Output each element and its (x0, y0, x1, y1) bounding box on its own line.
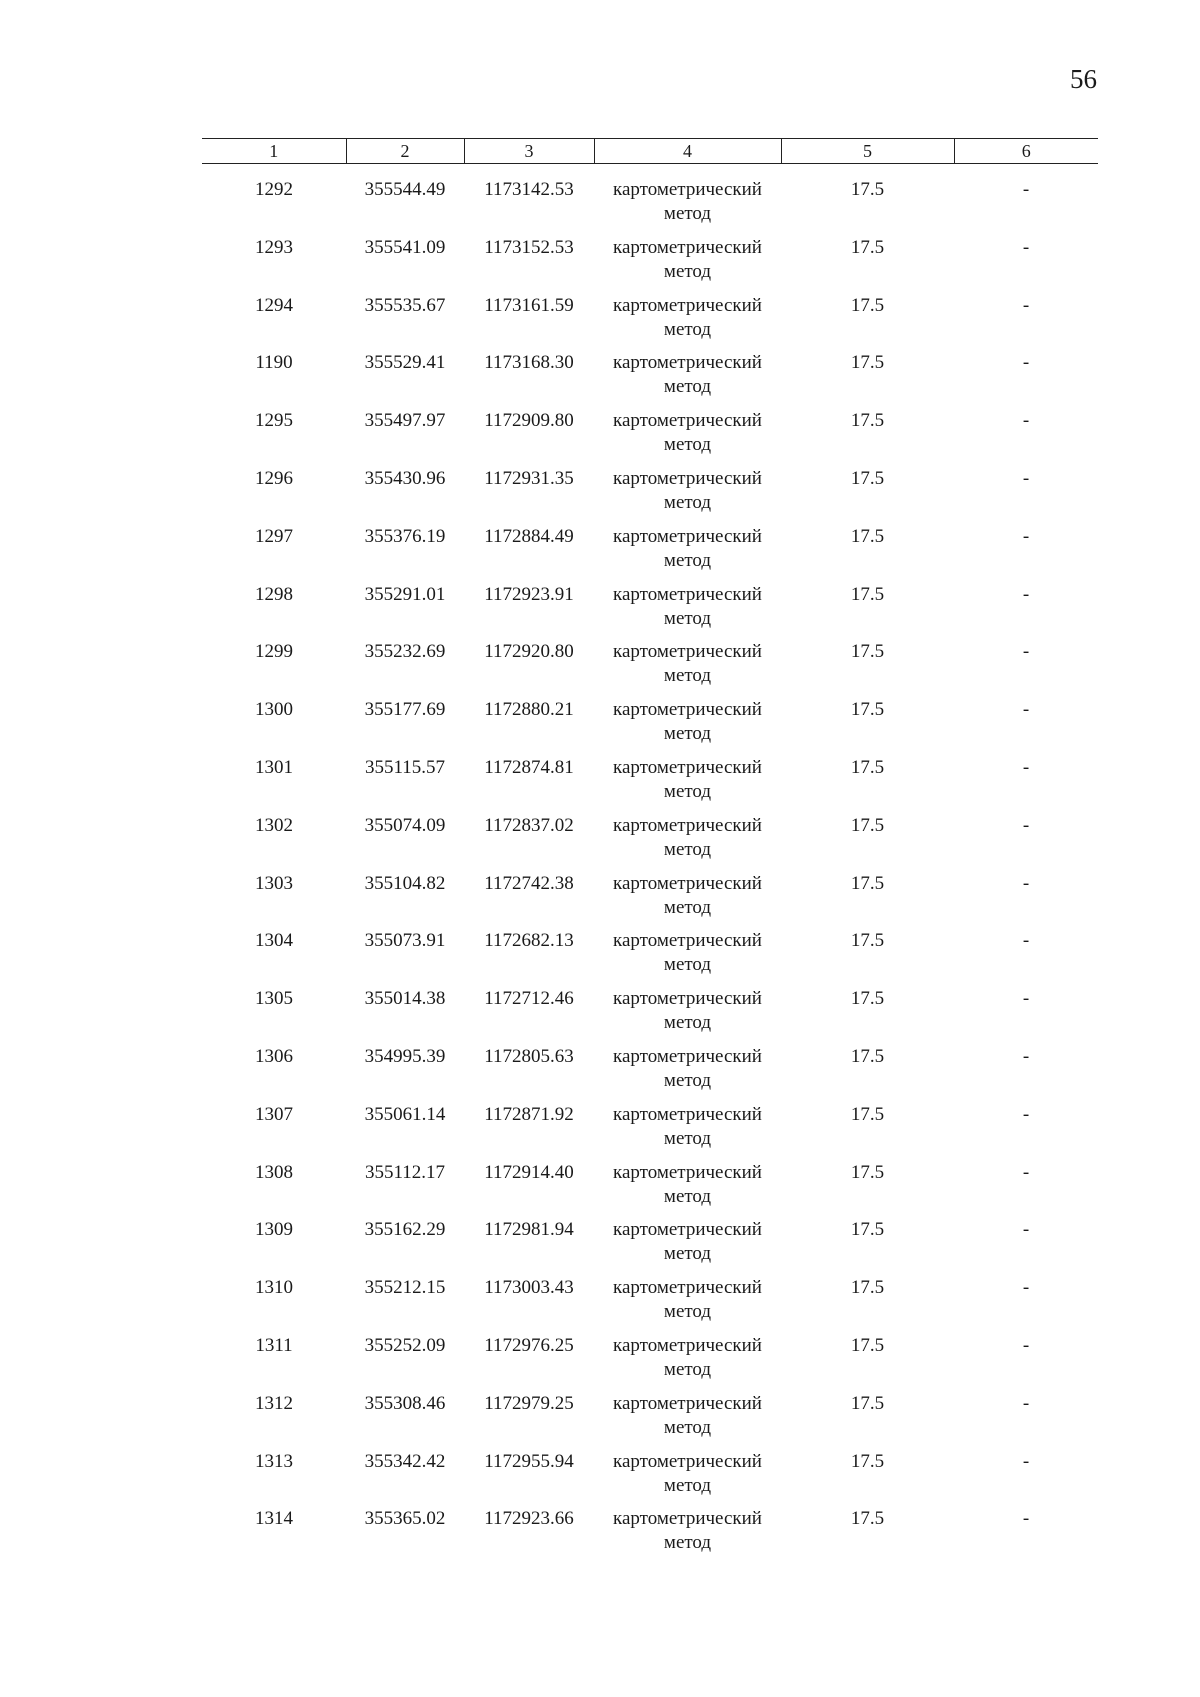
y-coordinate-cell: 1172682.13 (484, 930, 574, 952)
description-cell: - (1022, 294, 1030, 316)
column-header-2: 2 (346, 139, 464, 164)
table-row (202, 1103, 1098, 1161)
point-number-cell: 1306 (255, 1045, 293, 1067)
y-coordinate-cell: 1172880.21 (484, 699, 574, 721)
method-line-2: метод (663, 549, 712, 571)
method-line-2: метод (663, 896, 712, 918)
method-line-1: картометрический (613, 410, 762, 432)
table-body (202, 164, 1098, 1566)
method-cell (594, 583, 781, 641)
method-line-1: картометрический (613, 525, 762, 547)
method-line-2: метод (663, 1127, 712, 1149)
point-number-cell: 1297 (255, 525, 293, 547)
accuracy-cell: 17.5 (850, 179, 885, 200)
description-cell: - (1022, 1219, 1030, 1241)
description-cell: - (1022, 1045, 1030, 1067)
description-cell: - (1022, 352, 1030, 374)
table-row (202, 929, 1098, 987)
description-cell: - (1022, 1450, 1030, 1472)
column-header-6: 6 (954, 139, 1098, 164)
y-coordinate-cell: 1172931.35 (484, 467, 574, 489)
column-header-1: 1 (202, 139, 346, 164)
method-line-2: метод (663, 318, 712, 340)
accuracy-cell: 17.5 (850, 1277, 885, 1299)
point-number-cell: 1296 (255, 467, 293, 489)
header-row (202, 139, 1098, 164)
accuracy-cell: 17.5 (850, 467, 885, 489)
method-cell (594, 1450, 781, 1508)
y-coordinate-cell: 1172871.92 (484, 1103, 574, 1125)
method-cell (594, 351, 781, 409)
description-cell: - (1022, 410, 1030, 432)
method-cell (594, 1103, 781, 1161)
method-line-2: метод (663, 1474, 712, 1496)
x-coordinate-cell: 355073.91 (364, 930, 446, 952)
method-cell (594, 1218, 781, 1276)
method-line-1: картометрический (613, 1277, 762, 1299)
x-coordinate-cell: 355115.57 (364, 756, 446, 778)
accuracy-cell: 17.5 (850, 352, 885, 374)
y-coordinate-cell: 1172920.80 (484, 641, 574, 663)
x-coordinate-cell: 355291.01 (364, 583, 446, 605)
point-number-cell: 1314 (255, 1508, 293, 1530)
accuracy-cell: 17.5 (850, 872, 885, 894)
y-coordinate-cell: 1172742.38 (484, 872, 574, 894)
method-line-1: картометрический (613, 179, 762, 200)
method-cell (594, 872, 781, 930)
accuracy-cell: 17.5 (850, 410, 885, 432)
method-line-1: картометрический (613, 756, 762, 778)
method-cell (594, 467, 781, 525)
method-line-2: метод (663, 665, 712, 687)
method-cell (594, 164, 781, 236)
y-coordinate-cell: 1173168.30 (484, 352, 574, 374)
method-cell (594, 698, 781, 756)
method-line-1: картометрический (613, 583, 762, 605)
point-number-cell: 1304 (255, 930, 293, 952)
coordinates-table-wrapper (202, 138, 1098, 1565)
table-row (202, 987, 1098, 1045)
y-coordinate-cell: 1172923.66 (484, 1508, 574, 1530)
y-coordinate-cell: 1172884.49 (484, 525, 574, 547)
method-line-1: картометрический (613, 467, 762, 489)
x-coordinate-cell: 355061.14 (364, 1103, 446, 1125)
accuracy-cell: 17.5 (850, 1508, 885, 1530)
accuracy-cell: 17.5 (850, 641, 885, 663)
description-cell: - (1022, 988, 1030, 1010)
method-cell (594, 987, 781, 1045)
x-coordinate-cell: 355014.38 (364, 988, 446, 1010)
method-line-2: метод (663, 1301, 712, 1323)
x-coordinate-cell: 355365.02 (364, 1508, 446, 1530)
method-line-2: метод (663, 434, 712, 456)
y-coordinate-cell: 1172955.94 (484, 1450, 574, 1472)
accuracy-cell: 17.5 (850, 1219, 885, 1241)
method-line-1: картометрический (613, 930, 762, 952)
table-row (202, 1450, 1098, 1508)
method-line-1: картометрический (613, 814, 762, 836)
x-coordinate-cell: 355342.42 (364, 1450, 446, 1472)
y-coordinate-cell: 1172923.91 (484, 583, 574, 605)
accuracy-cell: 17.5 (850, 1045, 885, 1067)
method-line-2: метод (663, 1012, 712, 1034)
table-row (202, 467, 1098, 525)
point-number-cell: 1190 (255, 352, 293, 374)
description-cell: - (1022, 1277, 1030, 1299)
x-coordinate-cell: 355212.15 (364, 1277, 446, 1299)
point-number-cell: 1299 (255, 641, 293, 663)
x-coordinate-cell: 355529.41 (364, 352, 446, 374)
point-number-cell: 1305 (255, 988, 293, 1010)
y-coordinate-cell: 1172712.46 (484, 988, 574, 1010)
point-number-cell: 1295 (255, 410, 293, 432)
method-line-2: метод (663, 491, 712, 513)
method-line-2: метод (663, 1416, 712, 1438)
method-line-2: метод (663, 376, 712, 398)
accuracy-cell: 17.5 (850, 699, 885, 721)
description-cell: - (1022, 641, 1030, 663)
table-row (202, 872, 1098, 930)
method-cell (594, 1161, 781, 1219)
y-coordinate-cell: 1172909.80 (484, 410, 574, 432)
method-cell (594, 1392, 781, 1450)
column-header-3: 3 (464, 139, 594, 164)
description-cell: - (1022, 930, 1030, 952)
description-cell: - (1022, 236, 1030, 258)
accuracy-cell: 17.5 (850, 1103, 885, 1125)
method-cell (594, 756, 781, 814)
method-line-2: метод (663, 1532, 712, 1554)
table-row (202, 640, 1098, 698)
description-cell: - (1022, 756, 1030, 778)
method-line-1: картометрический (613, 641, 762, 663)
method-line-2: метод (663, 260, 712, 282)
accuracy-cell: 17.5 (850, 583, 885, 605)
method-line-1: картометрический (613, 236, 762, 258)
accuracy-cell: 17.5 (850, 1392, 885, 1414)
method-cell (594, 1507, 781, 1565)
method-line-2: метод (663, 723, 712, 745)
description-cell: - (1022, 467, 1030, 489)
method-line-2: метод (663, 607, 712, 629)
method-cell (594, 1334, 781, 1392)
accuracy-cell: 17.5 (850, 236, 885, 258)
table-row (202, 583, 1098, 641)
x-coordinate-cell: 355104.82 (364, 872, 446, 894)
method-cell (594, 294, 781, 352)
accuracy-cell: 17.5 (850, 525, 885, 547)
y-coordinate-cell: 1172979.25 (484, 1392, 574, 1414)
point-number-cell: 1300 (255, 699, 293, 721)
method-line-1: картометрический (613, 699, 762, 721)
x-coordinate-cell: 355162.29 (364, 1219, 446, 1241)
method-line-1: картометрический (613, 872, 762, 894)
y-coordinate-cell: 1172914.40 (484, 1161, 574, 1183)
coordinates-table (202, 138, 1098, 1565)
accuracy-cell: 17.5 (850, 1334, 885, 1356)
method-cell (594, 640, 781, 698)
description-cell: - (1022, 1334, 1030, 1356)
method-line-2: метод (663, 203, 712, 224)
y-coordinate-cell: 1172976.25 (484, 1334, 574, 1356)
method-line-1: картометрический (613, 1161, 762, 1183)
table-row (202, 1392, 1098, 1450)
method-line-2: метод (663, 954, 712, 976)
point-number-cell: 1310 (255, 1277, 293, 1299)
y-coordinate-cell: 1173142.53 (484, 179, 574, 200)
point-number-cell: 1309 (255, 1219, 293, 1241)
description-cell: - (1022, 1161, 1030, 1183)
page-number: 56 (1070, 64, 1097, 94)
x-coordinate-cell: 355376.19 (364, 525, 446, 547)
description-cell: - (1022, 699, 1030, 721)
table-row (202, 698, 1098, 756)
description-cell: - (1022, 525, 1030, 547)
column-header-5: 5 (781, 139, 954, 164)
x-coordinate-cell: 355430.96 (364, 467, 446, 489)
method-cell (594, 814, 781, 872)
table-row (202, 814, 1098, 872)
method-line-2: метод (663, 838, 712, 860)
table-row (202, 236, 1098, 294)
description-cell: - (1022, 1508, 1030, 1530)
accuracy-cell: 17.5 (850, 930, 885, 952)
table-row (202, 1161, 1098, 1219)
y-coordinate-cell: 1173161.59 (484, 294, 574, 316)
method-cell (594, 929, 781, 987)
accuracy-cell: 17.5 (850, 988, 885, 1010)
x-coordinate-cell: 355177.69 (364, 699, 446, 721)
point-number-cell: 1294 (255, 294, 293, 316)
table-row (202, 1334, 1098, 1392)
method-line-1: картометрический (613, 352, 762, 374)
point-number-cell: 1292 (255, 179, 293, 200)
x-coordinate-cell: 355497.97 (364, 410, 446, 432)
method-cell (594, 525, 781, 583)
method-line-2: метод (663, 1358, 712, 1380)
method-line-1: картометрический (613, 1334, 762, 1356)
method-line-1: картометрический (613, 1103, 762, 1125)
table-row (202, 525, 1098, 583)
table-row (202, 1276, 1098, 1334)
method-cell (594, 409, 781, 467)
y-coordinate-cell: 1173003.43 (484, 1277, 574, 1299)
y-coordinate-cell: 1172837.02 (484, 814, 574, 836)
x-coordinate-cell: 355308.46 (364, 1392, 446, 1414)
description-cell: - (1022, 1392, 1030, 1414)
table-row (202, 164, 1098, 236)
point-number-cell: 1313 (255, 1450, 293, 1472)
method-line-1: картометрический (613, 988, 762, 1010)
point-number-cell: 1303 (255, 872, 293, 894)
point-number-cell: 1308 (255, 1161, 293, 1183)
method-line-1: картометрический (613, 1392, 762, 1414)
description-cell: - (1022, 583, 1030, 605)
method-cell (594, 1045, 781, 1103)
accuracy-cell: 17.5 (850, 294, 885, 316)
table-row (202, 1218, 1098, 1276)
y-coordinate-cell: 1172805.63 (484, 1045, 574, 1067)
point-number-cell: 1301 (255, 756, 293, 778)
y-coordinate-cell: 1173152.53 (484, 236, 574, 258)
method-line-1: картометрический (613, 1450, 762, 1472)
accuracy-cell: 17.5 (850, 814, 885, 836)
point-number-cell: 1293 (255, 236, 293, 258)
table-row (202, 1045, 1098, 1103)
method-line-1: картометрический (613, 1045, 762, 1067)
table-row (202, 351, 1098, 409)
method-cell (594, 236, 781, 294)
description-cell: - (1022, 872, 1030, 894)
accuracy-cell: 17.5 (850, 1161, 885, 1183)
accuracy-cell: 17.5 (850, 756, 885, 778)
table-row (202, 409, 1098, 467)
x-coordinate-cell: 355544.49 (364, 179, 446, 200)
y-coordinate-cell: 1172874.81 (484, 756, 574, 778)
method-line-1: картометрический (613, 1508, 762, 1530)
table-row (202, 1507, 1098, 1565)
y-coordinate-cell: 1172981.94 (484, 1219, 574, 1241)
point-number-cell: 1312 (255, 1392, 293, 1414)
accuracy-cell: 17.5 (850, 1450, 885, 1472)
point-number-cell: 1307 (255, 1103, 293, 1125)
x-coordinate-cell: 355232.69 (364, 641, 446, 663)
method-cell (594, 1276, 781, 1334)
x-coordinate-cell: 355541.09 (364, 236, 446, 258)
point-number-cell: 1298 (255, 583, 293, 605)
method-line-1: картометрический (613, 1219, 762, 1241)
description-cell: - (1022, 1103, 1030, 1125)
method-line-2: метод (663, 1069, 712, 1091)
point-number-cell: 1302 (255, 814, 293, 836)
method-line-1: картометрический (613, 294, 762, 316)
x-coordinate-cell: 355252.09 (364, 1334, 446, 1356)
method-line-2: метод (663, 780, 712, 802)
point-number-cell: 1311 (255, 1334, 293, 1356)
method-line-2: метод (663, 1243, 712, 1265)
column-header-4: 4 (594, 139, 781, 164)
x-coordinate-cell: 354995.39 (364, 1045, 446, 1067)
description-cell: - (1022, 814, 1030, 836)
table-header (202, 139, 1098, 164)
table-row (202, 756, 1098, 814)
x-coordinate-cell: 355074.09 (364, 814, 446, 836)
method-line-2: метод (663, 1185, 712, 1207)
table-row (202, 294, 1098, 352)
x-coordinate-cell: 355112.17 (364, 1161, 446, 1183)
description-cell: - (1022, 179, 1030, 200)
x-coordinate-cell: 355535.67 (364, 294, 446, 316)
